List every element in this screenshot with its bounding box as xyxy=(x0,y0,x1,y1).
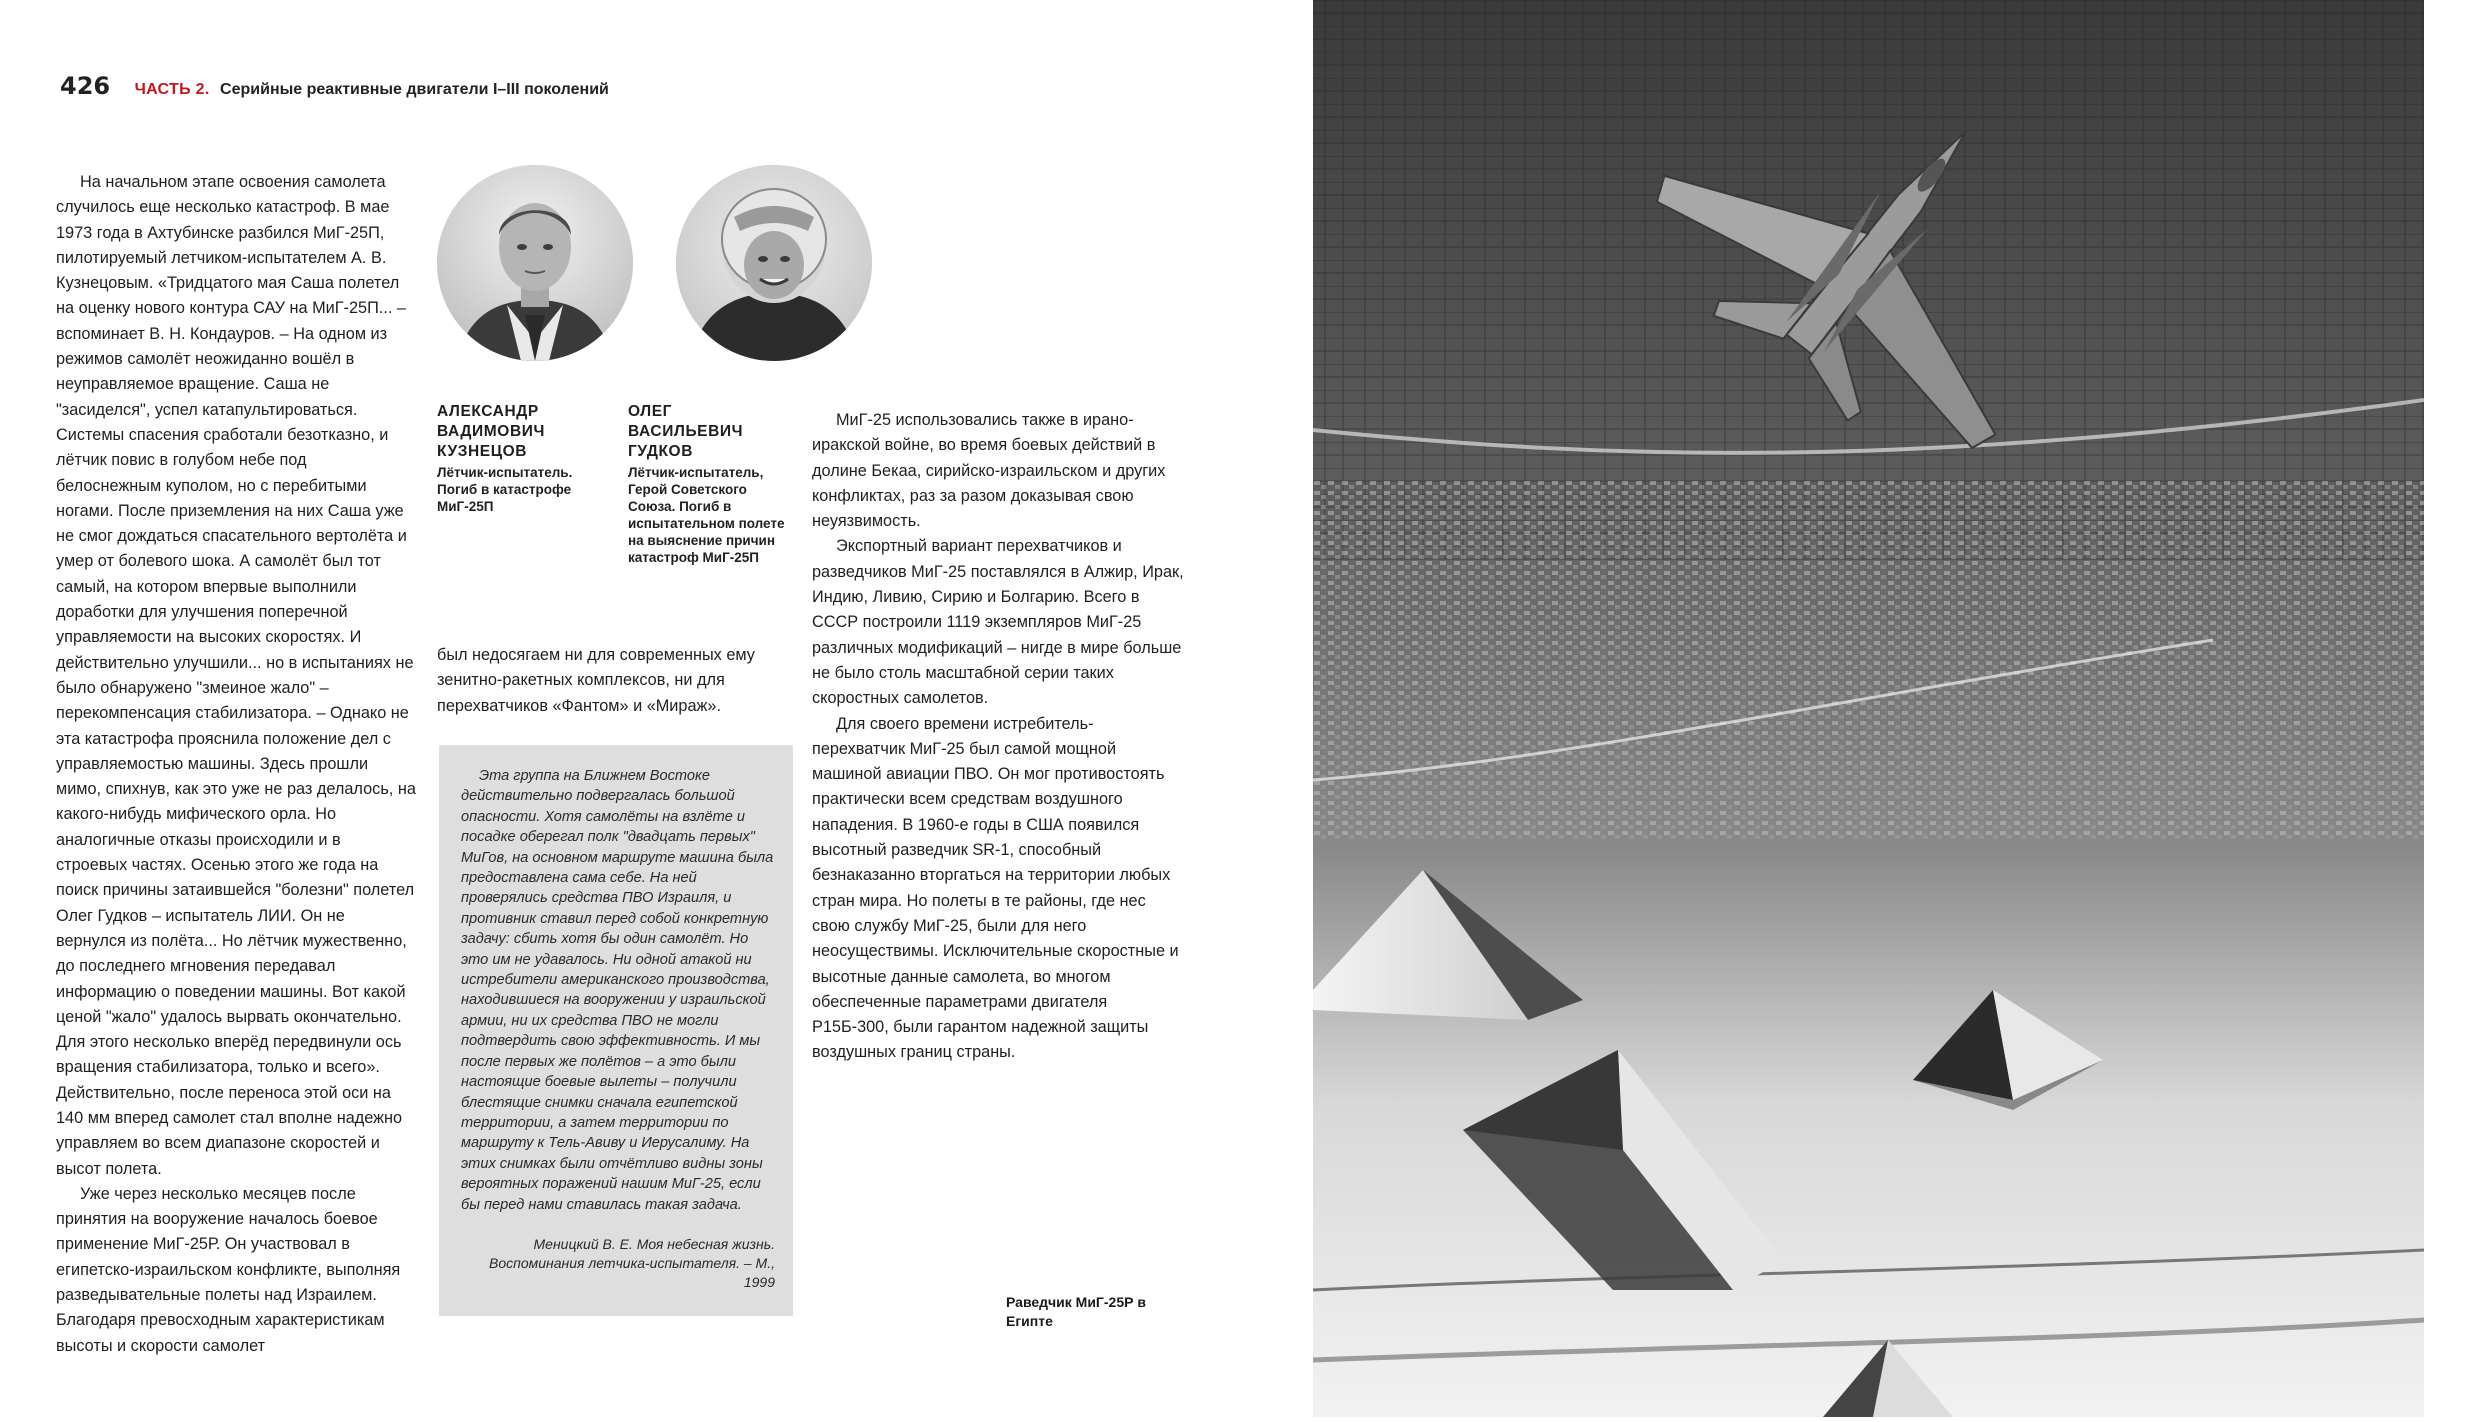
person-role: Лётчик-испытатель, Герой Советского Союза. Погиб в испытательном полете на выяснение причин катастроф МиГ-25П xyxy=(628,465,785,565)
portrait-kuznetsov xyxy=(437,165,633,361)
body-text-left-column xyxy=(56,170,416,1359)
body-paragraph: был недосягаем ни для современных ему зенитно-ракетных комплексов, ни для перехватчиков «Фантом» и «Мираж». xyxy=(437,646,755,715)
body-paragraph: Уже через несколько месяцев после принятия на вооружение началось боевое применение МиГ-25Р. Он участвовал в египетско-израильском конфликте, выполняя разведывательные полеты над Израилем. Благодаря превосходным характеристикам высоты и скорости самолет xyxy=(56,1184,401,1355)
quote-sidebar xyxy=(439,745,793,1316)
person-name: ОЛЕГ ВАСИЛЬЕВИЧ ГУДКОВ xyxy=(628,403,744,460)
running-header xyxy=(60,72,609,102)
quote-text: Эта группа на Ближнем Востоке действительно подвергалась большой опасности. Хотя самолёты на взлёте и посадке оберегал полк "двадцать первых" МиГов, на основном маршруте машина была предоставлена сама себе. На ней проверялись средства ПВО Израиля, и противник ставил перед собой конкретную задачу: сбить хотя бы один самолёт. Но это им не удавалось. Ни одной атакой ни истребители американского производства, находившиеся на вооружении у израильской армии, ни их средства ПВО не могли подтвердить свою эффективность. И мы после первых же полётов – а это были настоящие боевые вылеты – получили блестящие снимки сначала египетской территории, а затем территории по маршруту к Тель-Авиву и Иерусалиму. На этих снимках были отчётливо видны зоны вероятных поражений нашим МиГ-25, если бы перед нами ставилась такая задача. xyxy=(461,768,774,1213)
body-paragraph: Экспортный вариант перехватчиков и разведчиков МиГ-25 поставлялся в Алжир, Ирак, Индию, Ливию, Сирию и Болгарию. Всего в СССР построили 1119 экземпляров МиГ-25 различных модификаций – нигде в мире больше не было столь масштабной серии таких скоростных самолетов. xyxy=(812,537,1184,708)
aerial-photo-image xyxy=(1313,0,2424,1417)
quote-source: Меницкий В. Е. Моя небесная жизнь. Воспоминания летчика-испытателя. – М., 1999 xyxy=(489,1235,775,1290)
page-number: 426 xyxy=(60,72,111,100)
portrait-gudkov-image xyxy=(676,165,872,361)
body-paragraph: МиГ-25 использовались также в ирано-иракской войне, во время боевых действий в долине Бекаа, сирийско-израильском и других конфликтах, раз за разом доказывая свою неуязвимость. xyxy=(812,411,1166,531)
person-role: Лётчик-испытатель. Погиб в катастрофе МиГ-25П xyxy=(437,465,573,514)
portrait-kuznetsov-image xyxy=(437,165,633,361)
caption-kuznetsov xyxy=(437,402,607,515)
body-text-middle-column xyxy=(437,643,789,719)
person-name: АЛЕКСАНДР ВАДИМОВИЧ КУЗНЕЦОВ xyxy=(437,403,545,460)
portrait-gudkov xyxy=(676,165,872,361)
caption-gudkov xyxy=(628,402,788,566)
photo-caption: Раведчик МиГ-25Р в Египте xyxy=(1006,1294,1146,1329)
body-paragraph: Для своего времени истребитель-перехватчик МиГ-25 был самой мощной машиной авиации ПВО. Он мог противостоять практически всем средствам воздушного нападения. В 1960-е годы в США появился высотный разведчик SR-1, способный безнаказанно вторгаться на территории любых стран мира. Но полеты в те районы, где нес свою службу МиГ-25, были для него неосуществимы. Исключительные скоростные и высотные данные самолета, во многом обеспеченные параметрами двигателя Р15Б-300, были гарантом надежной защиты воздушных границ страны. xyxy=(812,714,1179,1062)
body-text-right-column xyxy=(812,408,1184,1066)
part-title: Серийные реактивные двигатели I–III поколений xyxy=(220,81,609,98)
aerial-photo-mig25r-egypt xyxy=(1313,0,2424,1417)
body-paragraph: На начальном этапе освоения самолета случилось еще несколько катастроф. В мае 1973 года в Ахтубинске разбился МиГ-25П, пилотируемый летчиком-испытателем А. В. Кузнецовым. «Тридцатого мая Саша полетел на оценку нового контура САУ на МиГ-25П... – вспоминает В. Н. Кондауров. – На одном из режимов самолёт неожиданно вошёл в неуправляемое вращение. Саша не "засиделся", успел катапультироваться. Системы спасения сработали безотказно, и лётчик повис в голубом небе под белоснежным куполом, но с перебитыми ногами. После приземления на них Саша уже не смог дождаться спасательного вертолёта и умер от болевого шока. А самолёт был тот самый, на котором впервые выполнили доработки для улучшения поперечной управляемости на высоких скоростях. И действительно улучшили... но в испытаниях не было обнаружено "змеиное жало" – перекомпенсация стабилизатора. – Однако не эта катастрофа прояснила положение дел с управляемостью машины. Здесь прошли мимо, спихнув, как это уже не раз делалось, на какого-нибудь мифического орла. Но аналогичные отказы происходили и в строевых частях. Осенью этого же года на поиск причины затаившейся "болезни" полетел Олег Гудков – испытатель ЛИИ. Он не вернулся из полёта... Но лётчик мужественно, до последнего мгновения передавал информацию о поведении машины. Вот какой ценой "жало" удалось вырвать окончательно. Для этого несколько вперёд передвинули ось вращения стабилизатора, только и всего». Действительно, после переноса этой оси на 140 мм вперед самолет стал вполне надежно управляем во всем диапазоне скоростей и высот полета. xyxy=(56,173,416,1178)
part-label: ЧАСТЬ 2. xyxy=(134,81,210,98)
